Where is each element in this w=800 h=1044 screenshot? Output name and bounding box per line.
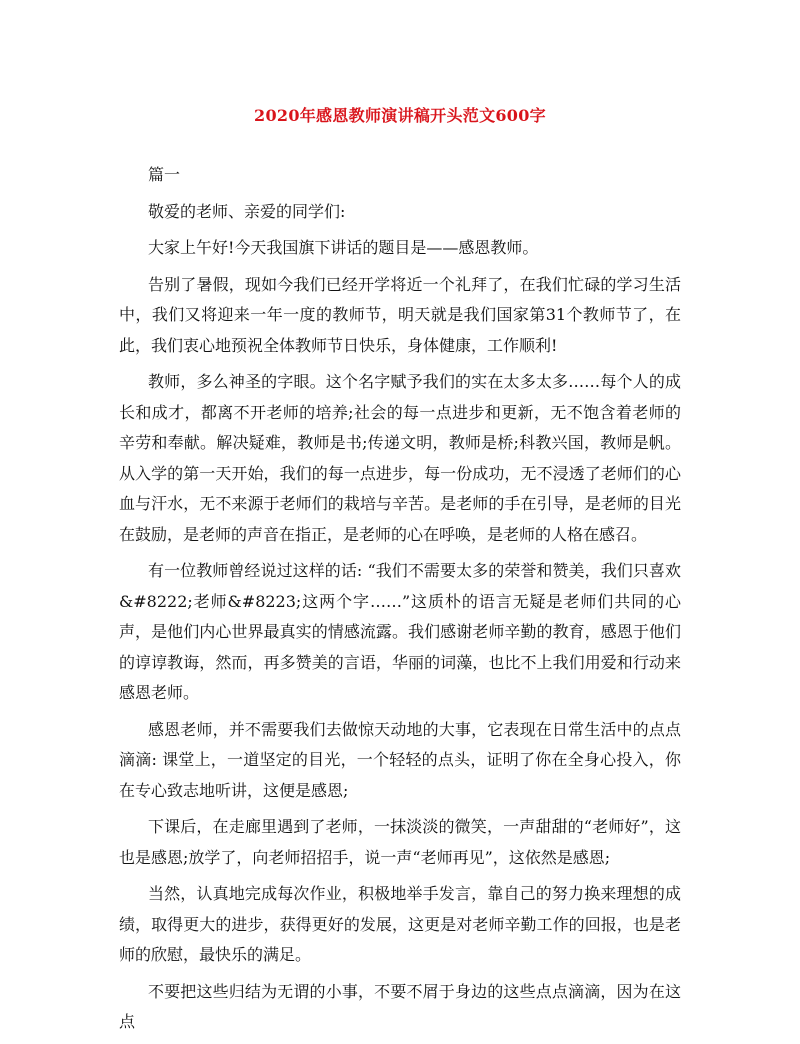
paragraph: 不要把这些归结为无谓的小事，不要不屑于身边的这些点点滴滴，因为在这点	[119, 981, 681, 1031]
salutation: 敬爱的老师、亲爱的同学们:	[148, 201, 346, 221]
paragraph: 大家上午好!今天我国旗下讲话的题目是——感恩教师。	[148, 238, 539, 257]
paragraph: 教师，多么神圣的字眼。这个名字赋予我们的实在太多太多……每个人的成长和成才，都离不开老师的培养;社会的每一点进步和更新，无不饱含着老师的辛劳和奉献。解决疑难，教师是书;传递文明，教师是桥;科教兴国，教师是帆。从入学的第一天开始，我们的每一点进步，每一份成功，无不浸透了老师们的心血与汗水，无不来源于老师们的栽培与辛苦。是老师的手在引导，是老师的目光在鼓励，是老师的声音在指正，是老师的心在呼唤，是老师的人格在感召。	[119, 372, 681, 544]
paragraph: 当然，认真地完成每次作业，积极地举手发言，靠自己的努力换来理想的成绩，取得更大的进步，获得更好的发展，这更是对老师辛勤工作的回报，也是老师的欣慰，最快乐的满足。	[119, 884, 681, 964]
paragraph: 下课后，在走廊里遇到了老师，一抹淡淡的微笑，一声甜甜的“老师好”，这也是感恩;放学了，向老师招招手，说一声“老师再见”，这依然是感恩;	[119, 817, 681, 867]
section-heading: 篇一	[148, 165, 181, 184]
paragraph: 感恩老师，并不需要我们去做惊天动地的大事，它表现在日常生活中的点点滴滴: 课堂上，一道坚定的目光，一个轻轻的点头，证明了你在全身心投入，你在专心致志地听讲，这便是感恩;	[119, 719, 681, 800]
paragraph: 告别了暑假，现如今我们已经开学将近一个礼拜了，在我们忙碌的学习生活中，我们又将迎来一年一度的教师节，明天就是我们国家第31个教师节了，在此，我们衷心地预祝全体教师节日快乐，身体健康，工作顺利!	[119, 274, 681, 355]
document-title: 2020年感恩教师演讲稿开头范文600字	[254, 106, 546, 125]
document-body	[119, 160, 681, 1044]
paragraph: 有一位教师曾经说过这样的话: “我们不需要太多的荣誉和赞美，我们只喜欢&#8222;老师&#8223;这两个字……”这质朴的语言无疑是老师们共同的心声，是他们内心世界最真实的情感流露。我们感谢老师辛勤的教育，感恩于他们的谆谆教诲，然而，再多赞美的言语，华丽的词藻，也比不上我们用爱和行动来感恩老师。	[119, 561, 681, 702]
